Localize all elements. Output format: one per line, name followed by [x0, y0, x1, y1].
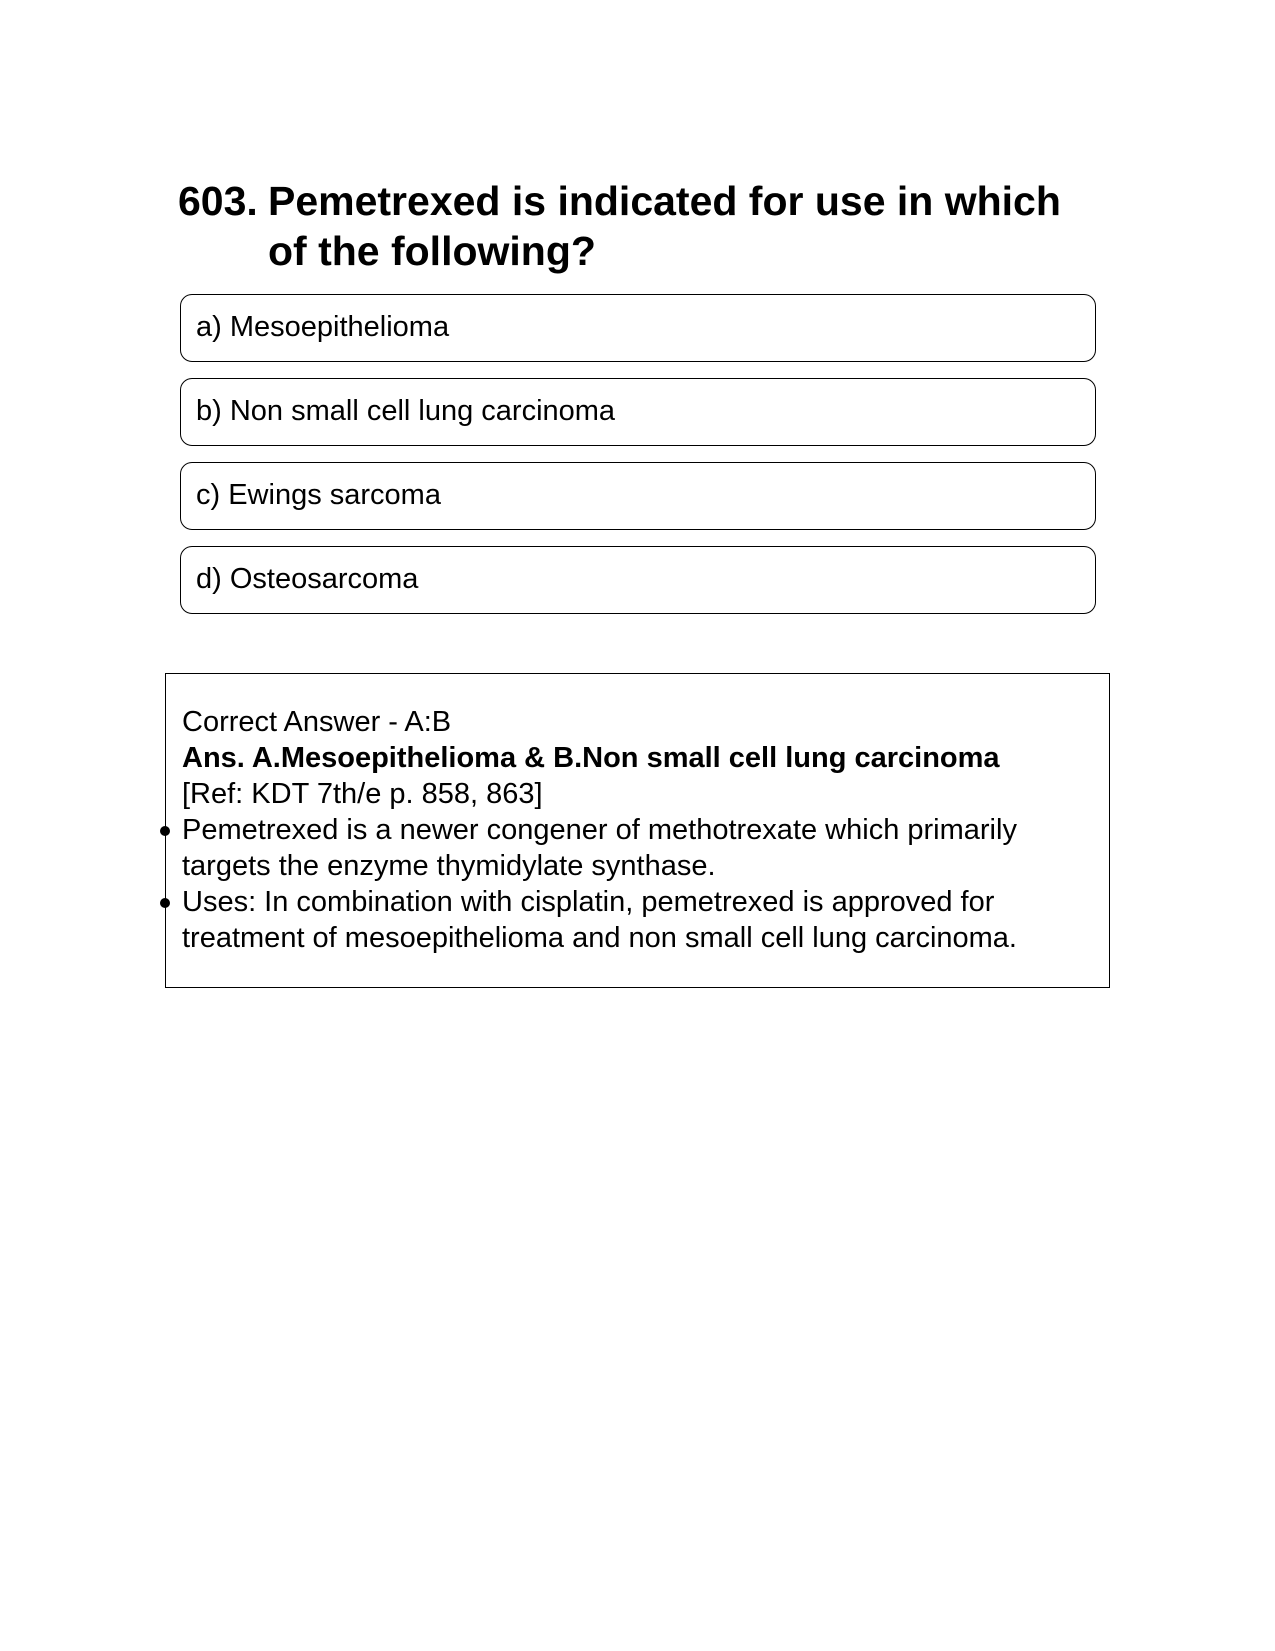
explanation-line: Uses: In combination with cisplatin, pemetrexed is approved for — [182, 886, 995, 918]
explanation-item — [182, 812, 1094, 884]
answer-heading: Ans. A.Mesoepithelioma & B.Non small cell lung carcinoma — [182, 742, 1000, 774]
correct-answer: Correct Answer - A:B — [182, 706, 452, 738]
option-d[interactable]: d) Osteosarcoma — [180, 546, 1096, 614]
answer-explanation-box — [165, 673, 1110, 988]
question-number: 603. — [178, 178, 258, 224]
option-a[interactable]: a) Mesoepithelioma — [180, 294, 1096, 362]
explanation-line: Pemetrexed is a newer congener of methotrexate which primarily — [182, 814, 1017, 846]
option-b[interactable]: b) Non small cell lung carcinoma — [180, 378, 1096, 446]
question-text-line-2: of the following? — [268, 228, 596, 274]
explanation-item — [182, 884, 1094, 956]
option-c[interactable]: c) Ewings sarcoma — [180, 462, 1096, 530]
question-text — [268, 176, 1098, 276]
question-heading — [178, 176, 1098, 276]
explanation-list — [182, 812, 1094, 956]
explanation-line: treatment of mesoepithelioma and non small cell lung carcinoma. — [182, 922, 1017, 954]
bullet-icon — [160, 898, 170, 908]
explanation-line: targets the enzyme thymidylate synthase. — [182, 850, 716, 882]
answer-options — [180, 294, 1096, 630]
answer-reference: [Ref: KDT 7th/e p. 858, 863] — [182, 778, 543, 810]
question-text-line-1: Pemetrexed is indicated for use in which — [268, 178, 1061, 224]
bullet-icon — [160, 826, 170, 836]
